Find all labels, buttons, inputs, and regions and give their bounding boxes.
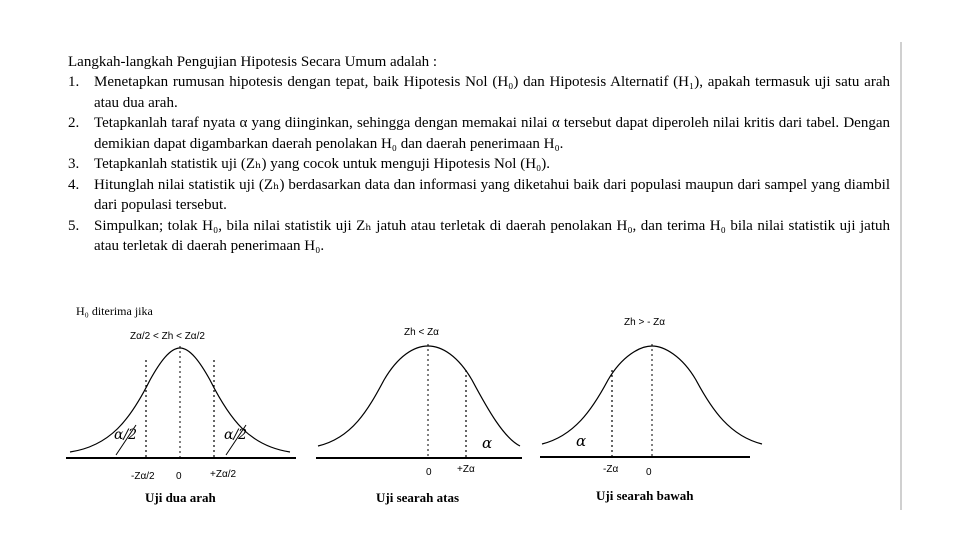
alpha-label: α (482, 434, 493, 452)
neg-critical-label: -Zα/2 (131, 471, 155, 482)
lower-tailed-caption: Uji searah bawah (596, 488, 694, 503)
normal-curve (318, 346, 520, 446)
zero-label: 0 (646, 467, 652, 478)
step-text: Hitunglah nilai statistik uji (Zₕ) berdasarkan data dan informasi yang diketahui baik dari populasi maupun dari sampel yang diambil dari populasi tersebut. (94, 176, 890, 213)
two-tailed-figure (66, 346, 296, 458)
section-title: Langkah-langkah Pengujian Hipotesis Secara Umum adalah : (68, 54, 438, 70)
step-number: 2. (68, 115, 80, 131)
zero-label: 0 (426, 467, 432, 478)
alpha-label: α (576, 432, 587, 450)
zero-label: 0 (176, 471, 182, 482)
critical-label: -Zα (603, 464, 619, 475)
figures-heading: H₀ diterima jika (76, 304, 153, 318)
step-number: 4. (68, 176, 80, 193)
upper-tailed-caption: Uji searah atas (376, 490, 460, 505)
alpha-half-right: α/2 (224, 427, 248, 443)
step-text: Menetapkan rumusan hipotesis dengan tepat, baik Hipotesis Nol (H₀) dan Hipotesis Alternatif (H₁), apakah termasuk uji satu arah atau dua arah. (94, 74, 890, 111)
lower-tailed-figure (540, 344, 762, 457)
critical-label: +Zα (457, 464, 475, 475)
step-text: Tetapkanlah taraf nyata α yang diinginkan, sehingga dengan memakai nilai α tersebut dapat diperoleh nilai kritis dari tabel. Dengan demikian dapat digambarkan daerah penolakan H₀ dan daerah penerimaan H₀. (94, 115, 890, 152)
alpha-half-left: α/2 (114, 427, 138, 443)
step-number: 1. (68, 74, 80, 90)
two-tailed-caption: Uji dua arah (145, 490, 216, 505)
step-number: 5. (68, 217, 80, 234)
two-tailed-condition: Zα/2 < Zh < Zα/2 (130, 331, 205, 342)
step-text: Simpulkan; tolak H₀, bila nilai statistik uji Zₕ jatuh atau terletak di daerah penolakan H₀, dan terima H₀ bila nilai statistik uji jatuh atau terletak di daerah penerimaan H₀. (94, 217, 890, 254)
upper-tailed-condition: Zh < Zα (404, 327, 439, 338)
pos-critical-label: +Zα/2 (210, 469, 237, 480)
lower-tailed-condition: Zh > - Zα (624, 317, 666, 328)
step-text: Tetapkanlah statistik uji (Zₕ) yang cocok untuk menguji Hipotesis Nol (H₀). (94, 156, 550, 172)
step-number: 3. (68, 156, 80, 172)
